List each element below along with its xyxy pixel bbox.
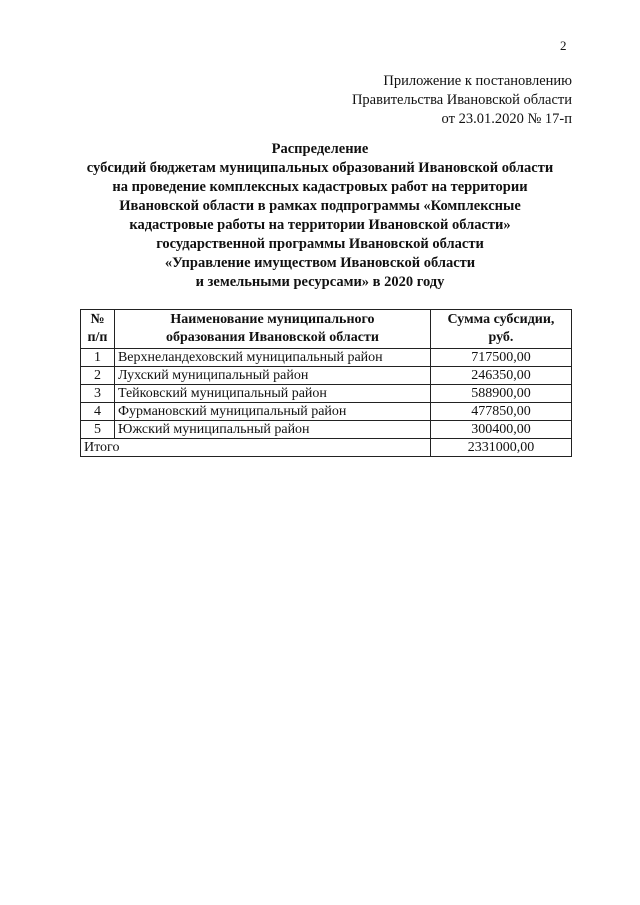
document-title [60,140,580,292]
title-line: «Управление имуществом Ивановской области [164,255,476,271]
table-row [81,403,572,421]
header-number-line2: п/п [87,330,108,345]
page-number: 2 [560,38,567,53]
title-line: государственной программы Ивановской области [156,236,484,252]
subsidy-distribution-table [80,309,572,457]
cell-municipality: Верхнеландеховский муниципальный район [114,349,430,367]
title-line: на проведение комплексных кадастровых работ на территории [112,179,528,195]
header-number [81,310,115,349]
cell-number: 4 [81,403,115,421]
appendix-line: Правительства Ивановской области [351,92,572,108]
cell-municipality: Лухский муниципальный район [114,367,430,385]
cell-number: 5 [81,421,115,439]
cell-total-label: Итого [81,439,431,457]
header-sum-line1: Сумма субсидии, [447,312,555,327]
cell-municipality: Тейковский муниципальный район [114,385,430,403]
table-header-row [81,310,572,349]
header-sum-line2: руб. [488,330,514,345]
cell-amount: 477850,00 [430,403,571,421]
header-municipality-line2: образования Ивановской области [165,330,379,345]
title-line: кадастровые работы на территории Ивановской области» [129,217,511,233]
cell-amount: 246350,00 [430,367,571,385]
cell-municipality: Южский муниципальный район [114,421,430,439]
title-line: Распределение [271,141,369,157]
header-subsidy-amount [430,310,571,349]
appendix-line: Приложение к постановлению [383,73,572,89]
title-line: субсидий бюджетам муниципальных образований Ивановской области [86,160,554,176]
table-row [81,367,572,385]
table-total-row [81,439,572,457]
appendix-reference [352,72,572,129]
table-row [81,349,572,367]
title-line: и земельными ресурсами» в 2020 году [195,274,445,290]
cell-number: 1 [81,349,115,367]
header-municipality-line1: Наименование муниципального [170,312,375,327]
table-row [81,385,572,403]
header-municipality [114,310,430,349]
header-number-line1: № [90,312,105,327]
cell-total-amount: 2331000,00 [430,439,571,457]
cell-amount: 717500,00 [430,349,571,367]
cell-amount: 588900,00 [430,385,571,403]
table-row [81,421,572,439]
cell-number: 3 [81,385,115,403]
title-line: Ивановской области в рамках подпрограммы «Комплексные [119,198,521,214]
cell-municipality: Фурмановский муниципальный район [114,403,430,421]
cell-amount: 300400,00 [430,421,571,439]
appendix-line: от 23.01.2020 № 17-п [441,111,572,127]
cell-number: 2 [81,367,115,385]
